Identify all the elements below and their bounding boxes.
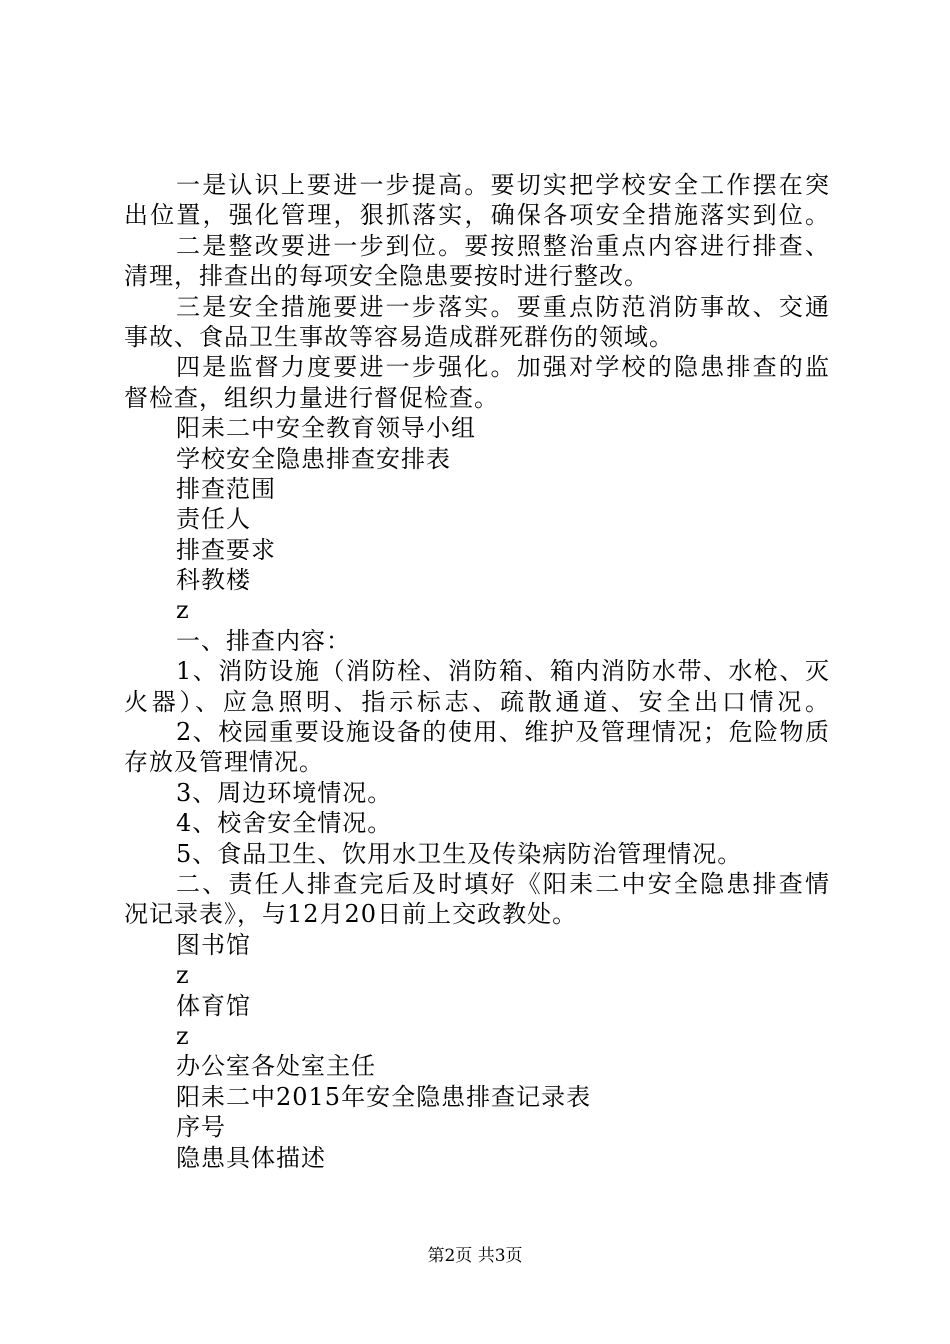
section-inspection-content: 一、排查内容： (176, 626, 351, 655)
marker-z-3: z (176, 1021, 190, 1050)
section-two-line-1: 二、责任人排查完后及时填好《阳耒二中安全隐患排查情 (176, 869, 830, 898)
marker-z-1: z (176, 596, 190, 625)
document-body (124, 170, 830, 1173)
location-library: 图书馆 (176, 930, 251, 959)
paragraph-1-line-1: 一是认识上要进一步提高。要切实把学校安全工作摆在突 (176, 171, 830, 199)
header-requirements: 排查要求 (176, 535, 276, 564)
signature-line: 阳耒二中安全教育领导小组 (176, 414, 476, 443)
item-2-line-1: 2、校园重要设施设备的使用、维护及管理情况；危险物质 (176, 718, 830, 747)
item-1-line-1: 1、消防设施（消防栓、消防箱、箱内消防水带、水枪、灭 (176, 657, 830, 686)
paragraph-1-line-2: 出位置，强化管理，狠抓落实，确保各项安全措施落实到位。 (124, 201, 830, 230)
paragraph-3-line-2: 事故、食品卫生事故等容易造成群死群伤的领域。 (124, 322, 674, 351)
header-responsible: 责任人 (176, 505, 251, 534)
header-hazard-description: 隐患具体描述 (176, 1143, 326, 1172)
paragraph-2-line-2: 清理，排查出的每项安全隐患要按时进行整改。 (124, 262, 649, 291)
paragraph-4-line-2: 督检查，组织力量进行督促检查。 (124, 383, 499, 412)
item-3: 3、周边环境情况。 (176, 778, 393, 807)
paragraph-4-line-1: 四是监督力度要进一步强化。加强对学校的隐患排查的监 (176, 353, 830, 382)
page-footer: 第2页 共3页 (427, 1246, 523, 1266)
section-two-line-2: 况记录表》，与12月20日前上交政教处。 (124, 900, 578, 929)
schedule-title: 学校安全隐患排查安排表 (176, 444, 451, 473)
item-4: 4、校舍安全情况。 (176, 809, 393, 838)
header-serial-number: 序号 (176, 1113, 226, 1142)
record-table-title: 阳耒二中2015年安全隐患排查记录表 (176, 1082, 592, 1111)
marker-z-2: z (176, 961, 190, 990)
paragraph-2-line-1: 二是整改要进一步到位。要按照整治重点内容进行排查、 (176, 231, 830, 260)
item-2-line-2: 存放及管理情况。 (124, 748, 324, 777)
paragraph-3-line-1: 三是安全措施要进一步落实。要重点防范消防事故、交通 (176, 292, 830, 321)
location-science-building: 科教楼 (176, 566, 251, 595)
item-1-line-2: 火器）、应急照明、指示标志、疏散通道、安全出口情况。 (124, 687, 830, 716)
item-5: 5、食品卫生、饮用水卫生及传染病防治管理情况。 (176, 839, 743, 868)
header-scope: 排查范围 (176, 474, 276, 503)
location-gymnasium: 体育馆 (176, 991, 251, 1020)
office-directors: 办公室各处室主任 (176, 1052, 376, 1081)
